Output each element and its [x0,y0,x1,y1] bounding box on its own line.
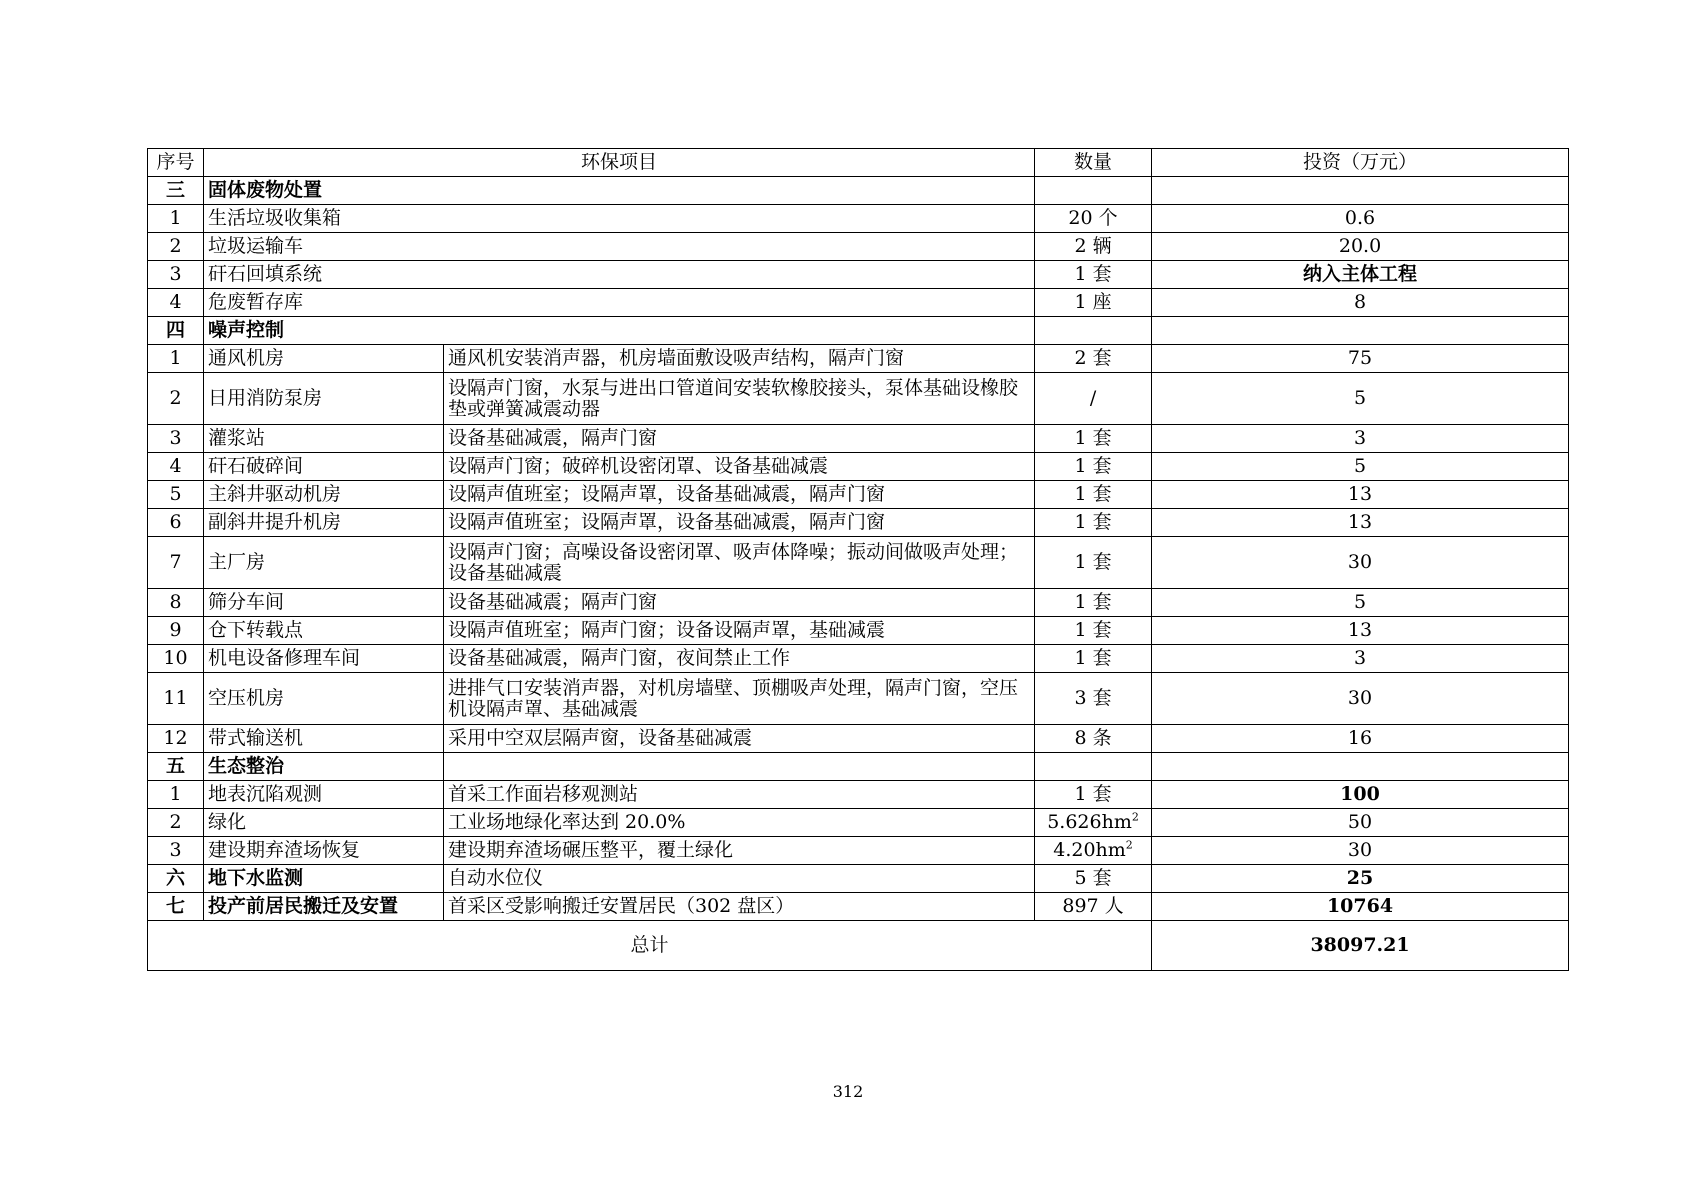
table-row [148,261,1569,289]
section-row [148,177,1569,205]
table-row [148,809,1569,837]
section-title: 噪声控制 [204,317,1035,345]
invest-cell [1152,317,1569,345]
item-desc-cell: 设隔声值班室；设隔声罩，设备基础减震，隔声门窗 [444,509,1035,537]
invest-cell: 30 [1152,673,1569,725]
item-desc-cell: 首采区受影响搬迁安置居民（302 盘区） [444,893,1035,921]
invest-cell: 3 [1152,425,1569,453]
seq-cell: 3 [148,837,204,865]
qty-cell: 2 套 [1035,345,1152,373]
item-desc-cell [444,753,1035,781]
table-row [148,453,1569,481]
table-row [148,645,1569,673]
section-seq: 四 [148,317,204,345]
page-number: 312 [832,1082,864,1101]
qty-cell: 1 套 [1035,645,1152,673]
invest-cell: 5 [1152,589,1569,617]
qty-cell: 20 个 [1035,205,1152,233]
total-value: 38097.21 [1152,921,1569,971]
invest-cell: 30 [1152,537,1569,589]
item-name-cell: 机电设备修理车间 [204,645,444,673]
seq-cell: 10 [148,645,204,673]
header-qty: 数量 [1035,149,1152,177]
qty-cell: 1 套 [1035,509,1152,537]
invest-cell: 75 [1152,345,1569,373]
qty-cell: 1 套 [1035,781,1152,809]
seq-cell: 3 [148,425,204,453]
header-row [148,149,1569,177]
item-desc-cell: 设隔声值班室；设隔声罩，设备基础减震，隔声门窗 [444,481,1035,509]
invest-cell: 纳入主体工程 [1152,261,1569,289]
section-seq: 三 [148,177,204,205]
table-row [148,425,1569,453]
table-row [148,481,1569,509]
invest-cell: 10764 [1152,893,1569,921]
item-name-cell: 空压机房 [204,673,444,725]
item-desc-cell: 采用中空双层隔声窗，设备基础减震 [444,725,1035,753]
qty-cell: 1 套 [1035,537,1152,589]
qty-value: 5.626hm [1047,811,1132,833]
invest-cell: 13 [1152,481,1569,509]
qty-cell: 1 套 [1035,481,1152,509]
seq-cell: 2 [148,233,204,261]
invest-cell [1152,753,1569,781]
invest-cell: 30 [1152,837,1569,865]
qty-cell: 1 套 [1035,617,1152,645]
qty-cell: 1 套 [1035,261,1152,289]
qty-cell [1035,317,1152,345]
section-title: 生态整治 [204,753,444,781]
qty-cell: / [1035,373,1152,425]
invest-cell: 16 [1152,725,1569,753]
table-row [148,509,1569,537]
item-name-cell: 日用消防泵房 [204,373,444,425]
qty-cell [1035,753,1152,781]
item-name-cell: 矸石回填系统 [204,261,1035,289]
seq-cell: 6 [148,509,204,537]
section-title: 投产前居民搬迁及安置 [204,893,444,921]
table-row [148,865,1569,893]
item-name-cell: 主厂房 [204,537,444,589]
seq-cell: 3 [148,261,204,289]
header-invest: 投资（万元） [1152,149,1569,177]
item-name-cell: 副斜井提升机房 [204,509,444,537]
item-desc-cell: 设备基础减震；隔声门窗 [444,589,1035,617]
item-name-cell: 筛分车间 [204,589,444,617]
item-desc-cell: 自动水位仪 [444,865,1035,893]
item-desc-cell: 进排气口安装消声器，对机房墙壁、顶棚吸声处理，隔声门窗，空压机设隔声罩、基础减震 [444,673,1035,725]
qty-value: 4.20hm [1053,839,1126,861]
item-name-cell: 带式输送机 [204,725,444,753]
section-seq: 五 [148,753,204,781]
investment-table [147,148,1569,971]
invest-cell: 3 [1152,645,1569,673]
table-row [148,837,1569,865]
qty-cell: 1 套 [1035,425,1152,453]
item-name-cell: 建设期弃渣场恢复 [204,837,444,865]
section-seq: 六 [148,865,204,893]
item-desc-cell: 建设期弃渣场碾压整平，覆土绿化 [444,837,1035,865]
item-desc-cell: 首采工作面岩移观测站 [444,781,1035,809]
table-row [148,373,1569,425]
invest-cell: 50 [1152,809,1569,837]
item-desc-cell: 设备基础减震，隔声门窗，夜间禁止工作 [444,645,1035,673]
item-desc-cell: 设隔声值班室；隔声门窗；设备设隔声罩，基础减震 [444,617,1035,645]
section-row [148,753,1569,781]
item-name-cell: 危废暂存库 [204,289,1035,317]
qty-cell: 8 条 [1035,725,1152,753]
qty-cell: 3 套 [1035,673,1152,725]
item-desc-cell: 设隔声门窗；破碎机设密闭罩、设备基础减震 [444,453,1035,481]
seq-cell: 12 [148,725,204,753]
table-row [148,205,1569,233]
section-row [148,317,1569,345]
seq-cell: 9 [148,617,204,645]
item-desc-cell: 通风机安装消声器，机房墙面敷设吸声结构，隔声门窗 [444,345,1035,373]
total-label: 总计 [148,921,1152,971]
qty-cell: 1 套 [1035,589,1152,617]
qty-cell: 2 辆 [1035,233,1152,261]
invest-cell: 0.6 [1152,205,1569,233]
qty-cell [1035,837,1152,865]
item-desc-cell: 设隔声门窗，水泵与进出口管道间安装软橡胶接头，泵体基础设橡胶垫或弹簧减震动器 [444,373,1035,425]
table-row [148,617,1569,645]
seq-cell: 11 [148,673,204,725]
table-row [148,893,1569,921]
invest-cell: 13 [1152,617,1569,645]
seq-cell: 7 [148,537,204,589]
section-title: 固体废物处置 [204,177,1035,205]
invest-cell [1152,177,1569,205]
invest-cell: 20.0 [1152,233,1569,261]
table-row [148,725,1569,753]
seq-cell: 2 [148,373,204,425]
table-row [148,673,1569,725]
seq-cell: 8 [148,589,204,617]
seq-cell: 4 [148,289,204,317]
qty-superscript: 2 [1125,838,1133,852]
section-seq: 七 [148,893,204,921]
invest-cell: 5 [1152,453,1569,481]
invest-cell: 13 [1152,509,1569,537]
item-name-cell: 绿化 [204,809,444,837]
qty-cell: 897 人 [1035,893,1152,921]
item-name-cell: 矸石破碎间 [204,453,444,481]
item-name-cell: 通风机房 [204,345,444,373]
table-row [148,345,1569,373]
item-name-cell: 垃圾运输车 [204,233,1035,261]
table-row [148,289,1569,317]
header-seq: 序号 [148,149,204,177]
item-name-cell: 主斜井驱动机房 [204,481,444,509]
total-row [148,921,1569,971]
qty-cell: 1 套 [1035,453,1152,481]
qty-cell [1035,177,1152,205]
item-name-cell: 灌浆站 [204,425,444,453]
item-desc-cell: 设备基础减震，隔声门窗 [444,425,1035,453]
table-row [148,781,1569,809]
seq-cell: 4 [148,453,204,481]
table-row [148,589,1569,617]
qty-cell [1035,809,1152,837]
seq-cell: 1 [148,781,204,809]
seq-cell: 5 [148,481,204,509]
table-row [148,537,1569,589]
invest-cell: 8 [1152,289,1569,317]
qty-superscript: 2 [1131,810,1139,824]
seq-cell: 1 [148,345,204,373]
item-name-cell: 仓下转载点 [204,617,444,645]
seq-cell: 2 [148,809,204,837]
section-title: 地下水监测 [204,865,444,893]
item-name-cell: 地表沉陷观测 [204,781,444,809]
item-desc-cell: 设隔声门窗；高噪设备设密闭罩、吸声体降噪；振动间做吸声处理；设备基础减震 [444,537,1035,589]
invest-cell: 25 [1152,865,1569,893]
header-project: 环保项目 [204,149,1035,177]
qty-cell: 1 座 [1035,289,1152,317]
item-desc-cell: 工业场地绿化率达到 20.0% [444,809,1035,837]
item-name-cell: 生活垃圾收集箱 [204,205,1035,233]
invest-cell: 5 [1152,373,1569,425]
qty-cell: 5 套 [1035,865,1152,893]
table-row [148,233,1569,261]
seq-cell: 1 [148,205,204,233]
invest-cell: 100 [1152,781,1569,809]
